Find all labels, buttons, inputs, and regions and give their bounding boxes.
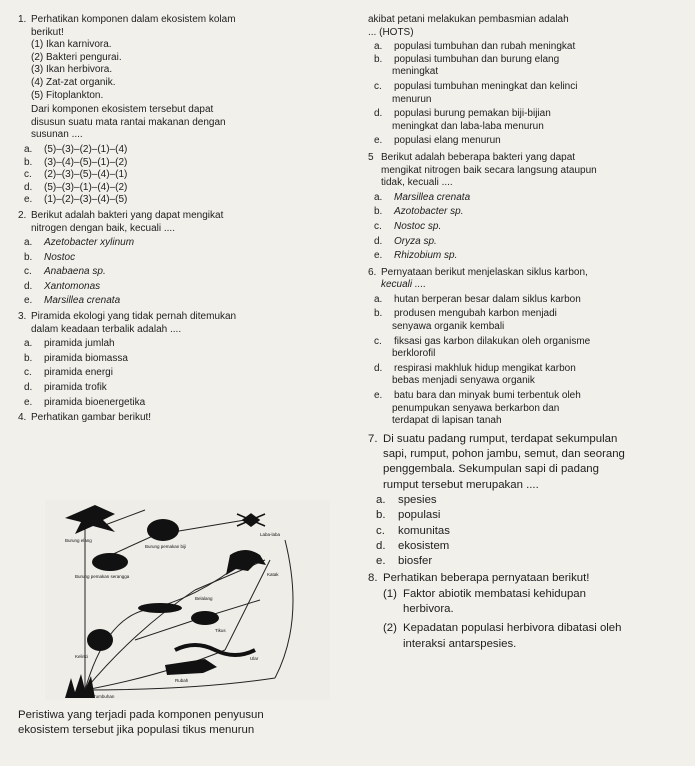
q6-option-d[interactable]: d. respirasi makhluk hidup mengikat karbon [374, 362, 576, 374]
figure-label: Rubah [175, 678, 189, 683]
q1-option-c[interactable]: c. (2)–(3)–(5)–(4)–(1) [24, 169, 128, 181]
q2-option-c[interactable]: c. Anabaena sp. [24, 266, 106, 278]
q2-option-a[interactable]: a. Azetobacter xylinum [24, 237, 135, 249]
q3-option-c[interactable]: c. piramida energi [24, 367, 113, 379]
q5-option-a[interactable]: a. Marsillea crenata [374, 191, 471, 203]
mouse-icon [191, 611, 219, 625]
q1-right-option-c[interactable]: c. populasi tumbuhan meningkat dan kelinci [374, 80, 578, 92]
rabbit-icon [87, 629, 113, 651]
q1-item: (1) Ikan karnivora. [31, 39, 112, 51]
food-web-figure [45, 500, 330, 700]
question-7: 7. Di suatu padang rumput, terdapat sekumpulan sapi, rumput, pohon jambu, semut, dan seorang penggembala. Sekumpulan sapi di padang rumput tersebut merupakan .... a. spesies b. populasi c. komunitas d. ekosistem e. biosfer [368, 432, 678, 570]
q6-option-c[interactable]: c. fiksasi gas karbon dilakukan oleh organisme [374, 335, 591, 347]
q3-option-b[interactable]: b. piramida biomassa [24, 352, 128, 364]
q1-right-option-b[interactable]: b. populasi tumbuhan dan burung elang [374, 53, 560, 65]
q7-option-e[interactable]: e. biosfer [376, 555, 433, 568]
q1-option-d[interactable]: d. (5)–(3)–(1)–(4)–(2) [24, 181, 128, 193]
left-column [18, 14, 353, 425]
insect-bird-icon [92, 553, 128, 571]
q2-option-d[interactable]: d. Xantomonas [24, 280, 101, 292]
q1-item: (4) Zat-zat organik. [31, 76, 116, 88]
figure-label: Laba-laba [260, 532, 281, 537]
q1-option-b[interactable]: b. (3)–(4)–(5)–(1)–(2) [24, 156, 128, 168]
q2-option-e[interactable]: e. Marsillea crenata [24, 295, 121, 307]
figure-label: Tikus [215, 628, 226, 633]
bird-icon [147, 519, 179, 541]
q1-right-option-d[interactable]: d. populasi burung pemakan biji-bijian [374, 108, 551, 120]
q5-option-b[interactable]: b. Azotobacter sp. [374, 206, 464, 218]
question-2: 2. Berikut adalah bakteri yang dapat mengikat nitrogen dengan baik, kecuali .... a. Azetobacter xylinum b. Nostoc c. Anabaena sp. d. Xantomonas e. Marsillea crenata [18, 210, 353, 308]
figure-label: Burung pemakan biji [145, 544, 187, 549]
q6-option-e[interactable]: e. batu bara dan minyak bumi terbentuk oleh [374, 390, 581, 402]
question-3: 3. Piramida ekologi yang tidak pernah ditemukan dalam keadaan terbalik adalah .... a. piramida jumlah b. piramida biomassa c. piramida energi d. piramida trofik e. piramida bioenergetika [18, 311, 353, 409]
q6-option-a[interactable]: a. hutan berperan besar dalam siklus karbon [374, 293, 581, 305]
question-1: 1. Perhatikan komponen dalam ekosistem kolam berikut! (1) Ikan karnivora. (2) Bakteri pengurai. (3) Ikan herbivora. (4) Zat-zat organik. (5) Fitoplankton. Dari komponen ekosistem tersebut dapat disusun suatu mata rantai makanan dengan susunan .... a. (5)–(3)–(2)–(1)–(4) b. (3)–(4)–(5)–(1)–(2) c. (2)–(3)–(5)–(4)–(1) d. (5)–(3)–(1)–(4)–(2) e. (1)–(2)–(3)–(4)–(5) [18, 14, 353, 207]
q1-item: (3) Ikan herbivora. [31, 64, 113, 76]
q1-right-option-e[interactable]: e. populasi elang menurun [374, 135, 501, 147]
figure-label: Ular [250, 656, 259, 661]
q5-option-d[interactable]: d. Oryza sp. [374, 235, 437, 247]
q1-stem2-line: susunan .... [31, 129, 83, 141]
right-column [368, 14, 678, 652]
q3-option-a[interactable]: a. piramida jumlah [24, 338, 115, 350]
q5-option-e[interactable]: e. Rhizobium sp. [374, 250, 458, 262]
grasshopper-icon [138, 603, 182, 613]
question-6: 6. Pernyataan berikut menjelaskan siklus karbon, kecuali .... a. hutan berperan besar dalam siklus karbon b. produsen mengubah karbon menjadi senyawa organik kembali c. fiksasi gas karbon dilakukan oleh organisme berklorofil d. respirasi makhluk hidup mengikat karbon bebas menjadi senyawa organik e. batu bara dan minyak bumi terbentuk oleh penumpukan senyawa berkarbon dan terdapat di lapisan tanah [368, 267, 678, 428]
q1-item: (2) Bakteri pengurai. [31, 51, 122, 63]
q1-stem2-line: Dari komponen ekosistem tersebut dapat [31, 104, 214, 116]
figure-label: Burung elang [65, 538, 92, 543]
figure-label: Katak [267, 572, 279, 577]
q1-stem2-line: disusun suatu mata rantai makanan dengan [31, 116, 226, 128]
q1-item: (5) Fitoplankton. [31, 89, 104, 101]
question-5: 5 Berikut adalah beberapa bakteri yang dapat mengikat nitrogen baik secara langsung ataupun tidak, kecuali .... a. Marsillea crenata b. Azotobacter sp. c. Nostoc sp. d. Oryza sp. e. Rhizobium sp. [368, 152, 678, 263]
q6-option-b[interactable]: b. produsen mengubah karbon menjadi [374, 308, 557, 320]
figure-label: Belalang [195, 596, 213, 601]
q7-option-b[interactable]: b. populasi [376, 509, 441, 522]
q3-option-d[interactable]: d. piramida trofik [24, 382, 107, 394]
q7-option-a[interactable]: a. spesies [376, 494, 437, 506]
q1-stem-line: Perhatikan komponen dalam ekosistem kolam [31, 14, 236, 25]
q7-option-d[interactable]: d. ekosistem [376, 539, 450, 552]
question-4: 4. Perhatikan gambar berikut! [18, 412, 152, 424]
q1-stem-line: berikut! [31, 26, 64, 38]
question-1-continued: akibat petani melakukan pembasmian adalah ... (HOTS) a. populasi tumbuhan dan rubah meningkat b. populasi tumbuhan dan burung elang meningkat c. populasi tumbuhan meningkat dan kelinci menurun d. populasi burung pemakan biji-bijian meningkat dan laba-laba menurun e. populasi elang menurun [368, 14, 678, 148]
q1-right-option-a[interactable]: a. populasi tumbuhan dan rubah meningkat [374, 41, 576, 53]
q1-option-a[interactable]: a. (5)–(3)–(2)–(1)–(4) [24, 143, 128, 155]
q7-option-c[interactable]: c. komunitas [376, 524, 450, 537]
q3-option-e[interactable]: e. piramida bioenergetika [24, 396, 146, 408]
figure-label: Burung pemakan serangga [75, 574, 130, 579]
q5-option-c[interactable]: c. Nostoc sp. [374, 220, 442, 232]
q2-option-b[interactable]: b. Nostoc [24, 251, 76, 263]
question-4-caption: Peristiwa yang terjadi pada komponen penyusun ekosistem tersebut jika populasi tikus menurun [18, 709, 264, 737]
question-8: 8. Perhatikan beberapa pernyataan berikut! (1) Faktor abiotik membatasi kehidupan herbivora. (2) Kepadatan populasi herbivora dibatasi oleh interaksi antarspesies. [368, 572, 622, 650]
q1-option-e[interactable]: e. (1)–(2)–(3)–(4)–(5) [24, 194, 128, 206]
figure-label: Kelinci [75, 654, 89, 659]
figure-label: Tumbuhan [93, 694, 115, 699]
